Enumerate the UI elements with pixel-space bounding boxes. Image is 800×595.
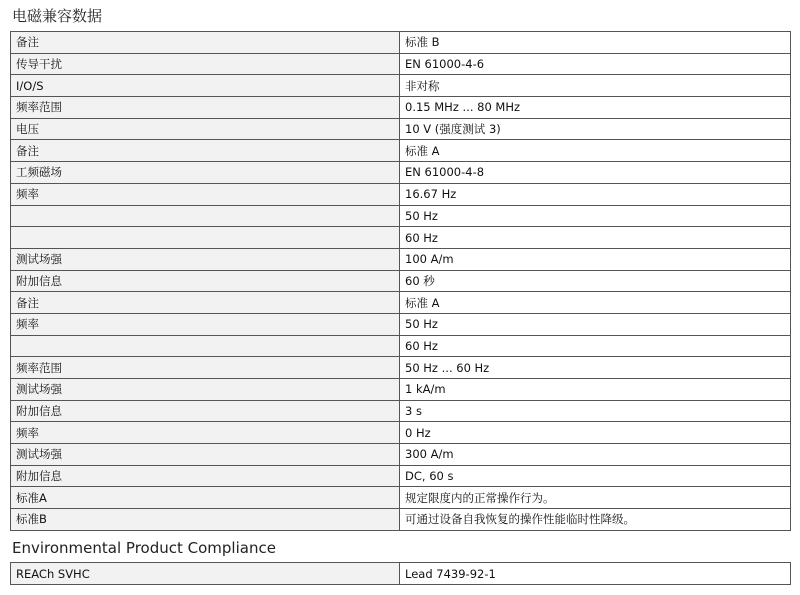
row-key-cell: 工频磁场 xyxy=(11,162,400,184)
row-key-cell: 频率 xyxy=(11,422,400,444)
table-row xyxy=(11,162,791,184)
row-value-cell: 0 Hz xyxy=(400,422,791,444)
row-value-cell: Lead 7439-92-1 xyxy=(400,563,791,585)
row-value-cell: 60 Hz xyxy=(400,335,791,357)
row-value-cell: 60 秒 xyxy=(400,270,791,292)
row-value-cell: 50 Hz ... 60 Hz xyxy=(400,357,791,379)
table-row xyxy=(11,205,791,227)
env-compliance-table xyxy=(10,562,791,585)
table-row xyxy=(11,487,791,509)
row-value-cell: 300 A/m xyxy=(400,444,791,466)
row-key-cell: 频率范围 xyxy=(11,97,400,119)
row-key-cell: 标准A xyxy=(11,487,400,509)
row-value-cell: EN 61000-4-6 xyxy=(400,53,791,75)
row-key-cell: 备注 xyxy=(11,140,400,162)
row-value-cell: 0.15 MHz ... 80 MHz xyxy=(400,97,791,119)
table-row xyxy=(11,248,791,270)
row-key-cell: 电压 xyxy=(11,118,400,140)
row-key-cell: 附加信息 xyxy=(11,465,400,487)
row-key-cell: I/O/S xyxy=(11,75,400,97)
table-row xyxy=(11,53,791,75)
row-key-cell: 传导干扰 xyxy=(11,53,400,75)
row-key-cell: 频率 xyxy=(11,313,400,335)
table-row xyxy=(11,465,791,487)
table-row xyxy=(11,509,791,531)
table-row xyxy=(11,379,791,401)
row-value-cell: 60 Hz xyxy=(400,227,791,249)
table-row xyxy=(11,335,791,357)
table-row xyxy=(11,140,791,162)
row-value-cell: 3 s xyxy=(400,400,791,422)
emc-data-table xyxy=(10,31,791,531)
table-row xyxy=(11,32,791,54)
table-row xyxy=(11,292,791,314)
row-key-cell: 频率 xyxy=(11,183,400,205)
emc-section-title: 电磁兼容数据 xyxy=(12,7,103,25)
row-key-cell xyxy=(11,205,400,227)
table-row xyxy=(11,563,791,585)
row-value-cell: 100 A/m xyxy=(400,248,791,270)
row-key-cell: 测试场强 xyxy=(11,379,400,401)
row-value-cell: 标准 A xyxy=(400,140,791,162)
row-key-cell: 附加信息 xyxy=(11,400,400,422)
row-value-cell: 规定限度内的正常操作行为。 xyxy=(400,487,791,509)
table-row xyxy=(11,444,791,466)
row-value-cell: 50 Hz xyxy=(400,205,791,227)
row-key-cell: 测试场强 xyxy=(11,444,400,466)
table-row xyxy=(11,75,791,97)
row-value-cell: DC, 60 s xyxy=(400,465,791,487)
table-row xyxy=(11,422,791,444)
table-row xyxy=(11,270,791,292)
env-section-title: Environmental Product Compliance xyxy=(12,539,276,557)
row-key-cell: 附加信息 xyxy=(11,270,400,292)
row-key-cell: 标准B xyxy=(11,509,400,531)
row-value-cell: 可通过设备自我恢复的操作性能临时性降级。 xyxy=(400,509,791,531)
row-value-cell: 1 kA/m xyxy=(400,379,791,401)
row-value-cell: 标准 B xyxy=(400,32,791,54)
row-key-cell xyxy=(11,335,400,357)
row-value-cell: 10 V (强度测试 3) xyxy=(400,118,791,140)
table-row xyxy=(11,97,791,119)
row-key-cell xyxy=(11,227,400,249)
table-row xyxy=(11,400,791,422)
table-row xyxy=(11,313,791,335)
table-row xyxy=(11,183,791,205)
row-value-cell: EN 61000-4-8 xyxy=(400,162,791,184)
row-key-cell: 测试场强 xyxy=(11,248,400,270)
row-key-cell: 备注 xyxy=(11,292,400,314)
row-key-cell: 备注 xyxy=(11,32,400,54)
table-row xyxy=(11,227,791,249)
row-key-cell: REACh SVHC xyxy=(11,563,400,585)
row-value-cell: 16.67 Hz xyxy=(400,183,791,205)
row-value-cell: 非对称 xyxy=(400,75,791,97)
table-row xyxy=(11,357,791,379)
row-key-cell: 频率范围 xyxy=(11,357,400,379)
row-value-cell: 标准 A xyxy=(400,292,791,314)
table-row xyxy=(11,118,791,140)
row-value-cell: 50 Hz xyxy=(400,313,791,335)
